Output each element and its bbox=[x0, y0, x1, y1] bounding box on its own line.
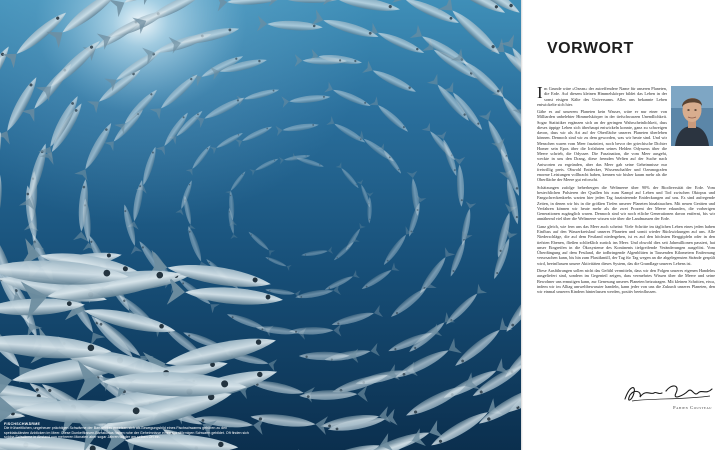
foreword-paragraph-2: Gäbe es auf unserem Planeten kein Wasser, wäre er nur einer von Milliarden unbelebter Himmelskörper in der tiefschwarzen Unendlichkeit. Sogar Statistiker ergänzen sich an der geringen Wahrscheinlichkeit, dass dieses üppige Leben sich überhaupt entwickeln konnte, ganz zu schweigen davon, dass wir als Art auf der Oberfläche unseres Planeten überleben können. Dennoch sind wir zu dem geworden, was wir heute sind. Und wir Menschen waren vom Meer fasziniert, noch bevor der griechische Dichter Homer sein Epos über die Irrfahrten seines Helden Odysseus über die Meere schrieb, die Odyssee. Die Faszination, die vom Meer ausgeht, weckte in uns den Drang, diese fremden Welten auf der Suche nach Antworten zu ergründen, aber das Meer gab seine Geheimnisse nur freiwillig preis. Obwohl Entdecker, Wissenschaftler und Ozeanografen enorme Leistungen vollbracht haben, kennen wir bisher kaum mehr als die Oberfläche der Meere gut erforscht. bbox=[537, 109, 667, 183]
foreword-paragraph-5: Diese Ausführungen sollen nicht das Gefühl vermitteln, dass wir den Folgen unseres eigenen Handelns ausgeliefert sind, sondern im Gegenteil zeigen, dass vermehrtes Wissen über die Meere und seine Bewohner uns ermutigen kann, zur Genesung unseres Planeten beizutragen. Mit kleinen Schritten, etwa, indem wir im Alltag umweltbewusster handeln, kann jeder von uns die Zukunft unseres Planeten, den wir einmal unseren Kindern hinterlassen werden, positiv beeinflussen. bbox=[537, 268, 715, 294]
page-title: VORWORT bbox=[547, 40, 634, 57]
author-name: Fabien Cousteau bbox=[673, 405, 712, 410]
drop-cap: I bbox=[537, 83, 543, 102]
foreword-paragraph-3: Schätzungen zufolge beherbergen die Weltmeere über 90% der Biodiversität der Erde. Vom bestechlichen Pulsieren der Quallen bis zum Kampf auf Leben und Tod zwischen Oktopus und Fangschreckenkrebs warten hier jeden Tag faszinierende Entdeckungen auf uns. Es sind aufregende Zeiten, in denen wir bis in die größten Tiefen unserer Planeten hinabtauchen. Mit neuen Geräten und Verfahren können wir heute mehr als die zwei Prozent der Meere erkunden, die vorherigen Generationen zugänglich waren. Dennoch sind wir noch etliche Generationen davon entfernt, bis wir annähernd viel über die Weltmeere wissen wie über die Landmassen der Erde. bbox=[537, 184, 715, 222]
author-signature bbox=[622, 381, 714, 407]
photo-caption bbox=[4, 422, 252, 440]
caption-text: Die frühzeitlichen, ungeheuer prächtigen Schwärme der Barrakudas erweisen sich als Bewegungsbild eines Fischschwarms gehören zu den spektakulärsten Anblicken im Meer. Diese Dunkelflossen-Barrakudas haben ruhe der Geheimnisse einen spiralförmigen Schwarm gebildet. Oft finden sich solche Schwärme in Abstand von mehreren Monaten aber sogar Jahren wieder am selben Ort ein. bbox=[4, 426, 249, 440]
page-gutter bbox=[521, 0, 523, 450]
foreword-body bbox=[537, 83, 715, 386]
foreword-paragraph-4: Ganz gleich, wie fern uns das Meer auch scheint: Viele Schritte im täglichen Leben eines jeden haben Einfluss auf den Wasserkreislauf unseres Planeten und somit wieder Rückwirkungen auf uns. Alle Niederschläge, die auf dem Festland niedergehen, ist es auf den höchsten Berggipfeln oder in den tiefsten Ebenen, fließen schließlich zurück ins Meer. Und obwohl dies seit Jahrmillionen passiert, hat unser Eingreifen in die Ökosysteme des Kontinents tiefgreifende Veränderungen ausgelöst. Vom Überdüngung auf dem Festland, die todbringende Algenblüten in Tausenden Kilometern Entfernung verursachen kann, bis hin zum Plastikmüll, der Tag für Tag wegen an die abgelegensten Strände gespült wird, beeinflussen unsere Aktivitäten dieses System, das die Grundlage unseres Lebens ist. bbox=[537, 223, 715, 266]
caption-title: FISCHSCHWÄRME bbox=[4, 422, 41, 426]
foreword-paragraph-1: Im Grunde wäre »Ozean« der zutreffendere Name für unseren Planeten, die Erde. Auf diesem kleinen Himmelskörper bildet das Leben in der sonst eisigen Kälte des Universums. Alles uns bekannte Leben entwickelte sich hier. bbox=[537, 83, 667, 107]
